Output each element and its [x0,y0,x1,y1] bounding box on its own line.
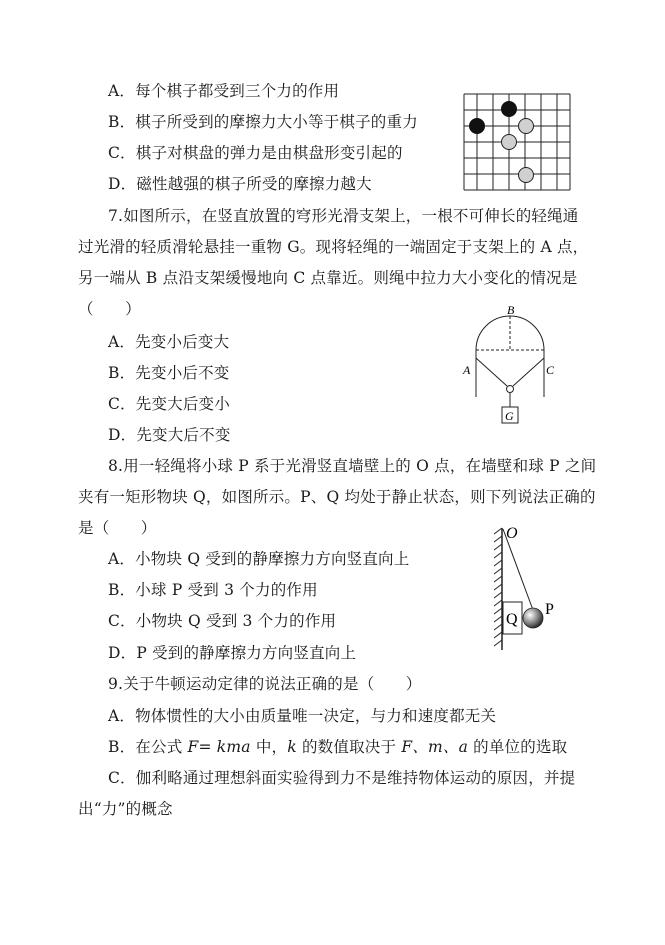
q8-stem-line-2: 夹有一矩形物块 Q，如图所示。P、Q 均处于静止状态，则下列说法正确的 [78,488,596,506]
formula-f-kma: F= kma [187,738,251,756]
q7-stem-line-1: 7.如图所示，在竖直放置的穹形光滑支架上，一根不可伸长的轻绳通 [108,207,579,225]
q9-option-a: A．物体惯性的大小由质量唯一决定，与力和速度都无关 [108,707,497,725]
wall-ball-figure [488,520,568,655]
q7-stem-line-2: 过光滑的轻质滑轮悬挂一重物 G。现将轻绳的一端固定于支架上的 A 点， [78,238,589,256]
q6-option-d: D．磁性越强的棋子所受的摩擦力越大 [108,175,372,193]
q9-stem: 9.关于牛顿运动定律的说法正确的是（ ） [108,675,422,693]
q7-option-b: B．先变小后不变 [108,364,230,382]
q9-option-b [108,737,567,757]
weight-g-label: G [505,409,514,423]
point-o-label: O [506,525,518,542]
q7-option-c: C．先变大后变小 [108,395,230,413]
q6-option-c: C．棋子对棋盘的弹力是由棋盘形变引起的 [108,144,403,162]
q9-option-b-part3: 的数值取决于 [296,738,402,756]
q7-stem-line-3: 另一端从 B 点沿支架缓慢地向 C 点靠近。则绳中拉力大小变化的情况是 [78,269,578,287]
q8-option-b: B．小球 P 受到 3 个力的作用 [108,581,318,599]
q7-answer-bracket: （ ） [78,300,141,318]
q9-option-b-part1: B．在公式 [108,738,188,756]
variable-k: k [287,738,297,756]
point-c-label: C [546,363,555,377]
q6-option-b: B．棋子所受到的摩擦力大小等于棋子的重力 [108,113,418,131]
q7-option-d: D．先变大后不变 [108,426,231,444]
q8-stem-line-3: 是（ ） [78,519,157,537]
block-q-label: Q [506,611,518,628]
go-board-figure [460,88,580,198]
point-b-label: B [507,303,515,317]
point-a-label: A [463,363,471,377]
variables-f-m-a: F、m、a [401,738,469,756]
q9-option-b-part2: 中， [250,738,288,756]
q9-option-c-line-2: 出“力”的概念 [78,800,173,818]
q8-option-a: A．小物块 Q 受到的静摩擦力方向竖直向上 [108,550,410,568]
ball-p-label: P [545,601,554,618]
ball-p [523,608,543,628]
gray-stone [502,135,517,150]
arch-pulley-figure [462,302,572,427]
q8-stem-line-1: 8.用一轻绳将小球 P 系于光滑竖直墙壁上的 O 点，在墙壁和球 P 之间 [108,457,597,475]
gray-stone [519,119,534,134]
gray-stone [519,168,534,183]
q6-option-a: A．每个棋子都受到三个力的作用 [108,82,340,100]
q8-option-c: C．小物块 Q 受到 3 个力的作用 [108,612,337,630]
q9-option-b-part4: 的单位的选取 [468,738,568,756]
q7-option-a: A．先变小后变大 [108,333,230,351]
black-stone [470,119,485,134]
q8-option-d: D．P 受到的静摩擦力方向竖直向上 [108,644,357,662]
q9-option-c-line-1: C．伽利略通过理想斜面实验得到力不是维持物体运动的原因，并提 [108,769,576,787]
black-stone [502,102,517,117]
